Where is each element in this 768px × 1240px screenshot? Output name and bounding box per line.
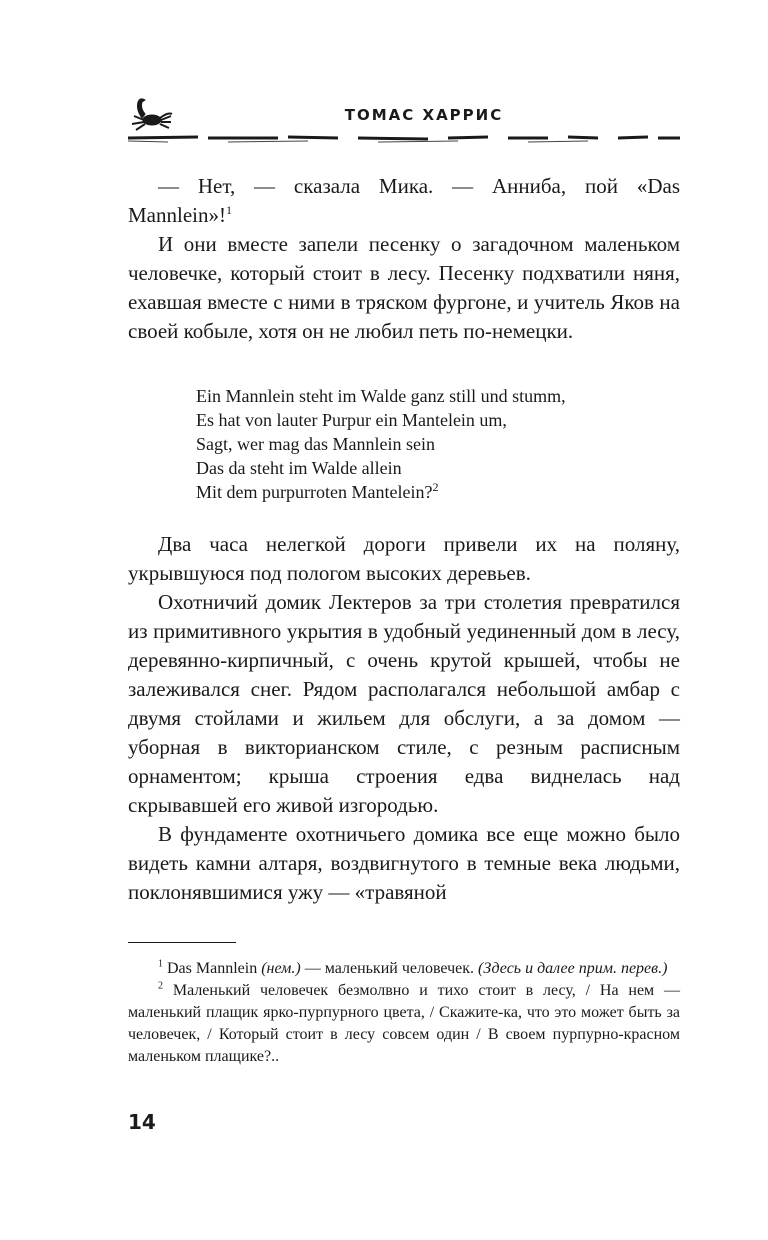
running-head: ТОМАС ХАРРИС [344,106,504,124]
verse-line-text: Mit dem purpurroten Mantelein? [196,482,433,502]
footnote-mark: 2 [432,480,439,494]
paragraph-text: — Нет, — сказала Мика. — Анниба, пой «Das Mannlein»! [128,174,680,227]
footnote-text: Маленький человечек безмолвно и тихо стоит в лесу, / На нем — маленький плащик ярко-пурпурного цвета, / Скажите-ка, что это может быть за человечек, / Который стоит в лесу совсем один / В своем пурпурно-красном маленьком плащике?.. [128,982,681,1065]
page-header [128,92,680,152]
body-text [128,530,680,907]
header-rule [128,132,680,144]
verse-line: Sagt, wer mag das Mannlein sein [196,434,435,454]
verse-line: Es hat von lauter Purpur ein Mantelein um, [196,410,507,430]
paragraph: Охотничий домик Лектеров за три столетия превратился из примитивного укрытия в удобный уединенный дом в лесу, деревянно-кирпичный, с очень крутой крышей, чтобы не залеживался снег. Рядом располагался небольшой амбар с двумя стойлами и жильем для обслуги, а за домом — уборная в викторианском стиле, с резным расписным орнаментом; крыша строения едва виднелась над скрывавшей его живой изгородью. [128,590,680,817]
verse-line: Das da steht im Walde allein [196,458,402,478]
footnote [128,980,680,1068]
footnote-mark: 1 [225,203,232,217]
footnote [128,958,680,980]
body-text [128,172,680,346]
verse-line [196,480,676,504]
paragraph: И они вместе запели песенку о загадочном маленьком человечке, который стоит в лесу. Песенку подхватили няня, ехавшая вместе с ними в тряском фургоне, и учитель Яков на своей кобыле, хотя он не любил петь по-немецки. [128,232,680,343]
footnotes [128,958,680,1068]
footnote-meaning: — маленький человечек. [304,960,475,977]
paragraph: Два часа нелегкой дороги привели их на поляну, укрывшуюся под пологом высоких деревьев. [128,532,680,585]
verse-block [196,384,676,504]
footnote-number: 1 [158,958,163,970]
paragraph: В фундаменте охотничьего домика все еще можно было видеть камни алтаря, воздвигнутого в темные века людьми, поклонявшимися ужу — «травяной [128,822,680,904]
page-number: 14 [128,1110,156,1134]
footnote-language: (нем.) [261,960,301,977]
footnote-editor-note: (Здесь и далее прим. перев.) [478,960,668,977]
footnote-term: Das Mannlein [167,960,258,977]
paragraph [128,172,680,230]
verse-line: Ein Mannlein steht im Walde ganz still und stumm, [196,386,566,406]
footnote-number: 2 [158,980,163,992]
footnote-rule [128,942,236,943]
